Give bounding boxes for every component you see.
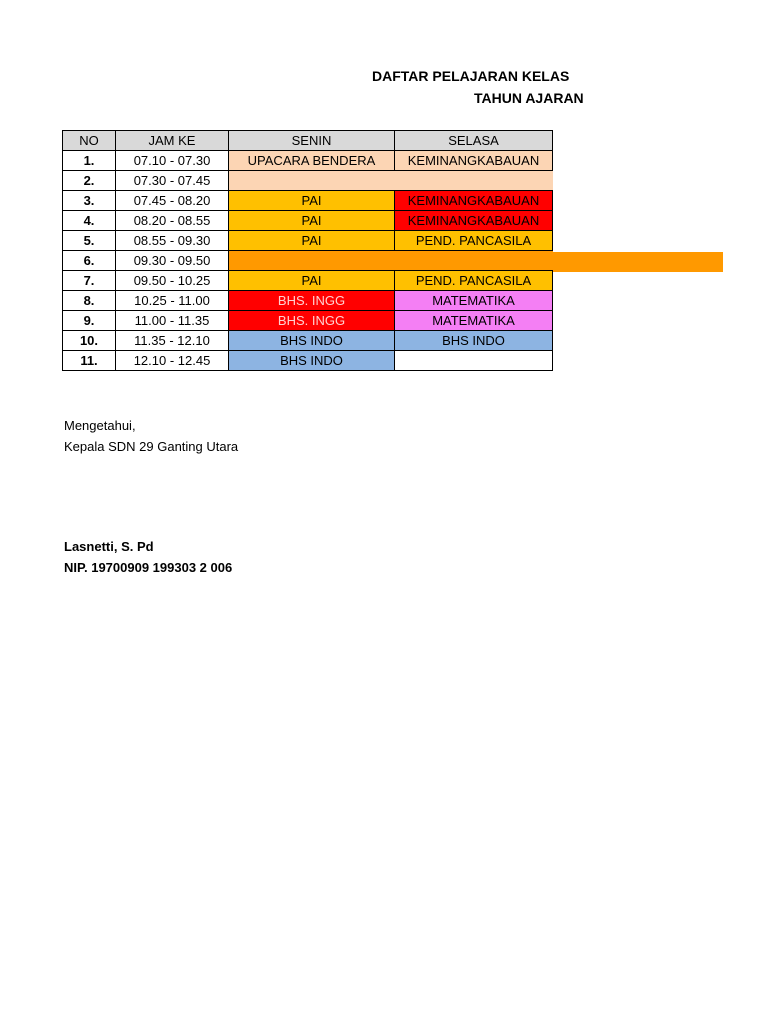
table-row (63, 311, 553, 331)
principal-nip: NIP. 19700909 199303 2 006 (64, 560, 233, 575)
table-row (63, 171, 553, 191)
schedule-table (62, 130, 553, 371)
row-no: 7. (63, 271, 116, 291)
selasa-cell: KEMINANGKABAUAN (395, 211, 553, 231)
row-no: 3. (63, 191, 116, 211)
row-time: 10.25 - 11.00 (116, 291, 229, 311)
row-time: 07.45 - 08.20 (116, 191, 229, 211)
selasa-cell: PEND. PANCASILA (395, 231, 553, 251)
row-no: 10. (63, 331, 116, 351)
senin-cell: UPACARA BENDERA (229, 151, 395, 171)
row-no: 5. (63, 231, 116, 251)
table-row (63, 191, 553, 211)
senin-cell: PAI (229, 211, 395, 231)
selasa-cell: KEMINANGKABAUAN (395, 151, 553, 171)
table-row (63, 351, 553, 371)
break-cell (229, 251, 553, 271)
principal-name: Lasnetti, S. Pd (64, 539, 154, 554)
table-row (63, 271, 553, 291)
row-time: 09.50 - 10.25 (116, 271, 229, 291)
row-no: 8. (63, 291, 116, 311)
header-no: NO (63, 131, 116, 151)
table-row (63, 331, 553, 351)
row-no: 9. (63, 311, 116, 331)
table-row (63, 251, 553, 271)
break-cell (229, 171, 553, 191)
document-title: DAFTAR PELAJARAN KELAS (372, 68, 570, 84)
senin-cell: BHS. INGG (229, 291, 395, 311)
table-row (63, 231, 553, 251)
table-row (63, 151, 553, 171)
row-no: 11. (63, 351, 116, 371)
senin-cell: PAI (229, 271, 395, 291)
row-time: 07.30 - 07.45 (116, 171, 229, 191)
acknowledge-text: Mengetahui, (64, 418, 136, 433)
row-no: 1. (63, 151, 116, 171)
row-time: 12.10 - 12.45 (116, 351, 229, 371)
selasa-cell: PEND. PANCASILA (395, 271, 553, 291)
row-time: 11.35 - 12.10 (116, 331, 229, 351)
senin-cell: BHS INDO (229, 351, 395, 371)
senin-cell: PAI (229, 191, 395, 211)
row-no: 6. (63, 251, 116, 271)
senin-cell: PAI (229, 231, 395, 251)
row-time: 07.10 - 07.30 (116, 151, 229, 171)
selasa-cell: BHS INDO (395, 331, 553, 351)
selasa-cell: KEMINANGKABAUAN (395, 191, 553, 211)
header-selasa: SELASA (395, 131, 553, 151)
row-no: 4. (63, 211, 116, 231)
row-time: 09.30 - 09.50 (116, 251, 229, 271)
table-row (63, 291, 553, 311)
selasa-cell: MATEMATIKA (395, 291, 553, 311)
break-row-overflow (553, 252, 723, 272)
senin-cell: BHS INDO (229, 331, 395, 351)
selasa-cell (395, 351, 553, 371)
selasa-cell: MATEMATIKA (395, 311, 553, 331)
row-time: 08.20 - 08.55 (116, 211, 229, 231)
row-time: 11.00 - 11.35 (116, 311, 229, 331)
row-time: 08.55 - 09.30 (116, 231, 229, 251)
table-header-row (63, 131, 553, 151)
table-row (63, 211, 553, 231)
principal-position: Kepala SDN 29 Ganting Utara (64, 439, 239, 454)
header-jam-ke: JAM KE (116, 131, 229, 151)
header-senin: SENIN (229, 131, 395, 151)
document-subtitle: TAHUN AJARAN (474, 90, 584, 106)
row-no: 2. (63, 171, 116, 191)
senin-cell: BHS. INGG (229, 311, 395, 331)
